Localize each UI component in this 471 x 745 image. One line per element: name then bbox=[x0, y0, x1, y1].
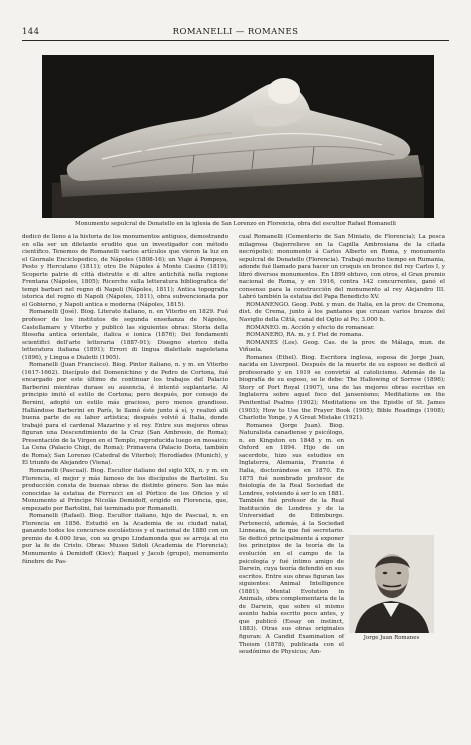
sepulchral-monument-photo bbox=[42, 55, 434, 218]
entry-romanero: ROMANERO, RA. m. y f. Fiel de romana. bbox=[246, 332, 364, 339]
monument-illustration bbox=[42, 55, 434, 218]
entry-romanengo: ROMANENGO. Geog. Pobl. y mun. de Italia, en la prov. de Cremona, dist. de Crema, junto á los pantanos que cruzan varios brazos del Naviglio della Città, canal del Oglio al Po; 3.000 h. bbox=[239, 301, 445, 324]
left-text-column bbox=[22, 234, 228, 742]
portrait-caption: Jorge Juan Romanes bbox=[363, 635, 420, 641]
entry-romanes-ethel: Romanes (Ethel). Biog. Escritora inglesa, esposa de Jorge Juan, nacida en Liverpool. Después de la muerte de su esposo se dedicó al profesorado y en 1919 se convirtió al catolicismo. Además de la biografía de su esposo, se le debe: The Hallowing of Sorrow (1896); Story of Port Royal (1907), una de las mejores obras escritas en Inglaterra sobre aquel foco del jansenismo; Meditations on the Penitential Psalms (1902); Meditations on the Epistle of St. James (1903); How to Use the Prayer Book (1905); Bible Readings (1908); Charlotte Yonge, y A Great Mistake (1921). bbox=[239, 354, 445, 422]
entry-romanelli-pascual: Romanelli (Pascual). Biog. Escultor italiano del siglo XIX, n. y m. en Florencia, el mejor y más famoso de los discípulos de Bartolini. Su producción consta de buenas obras de distinto género. Son las más conocidas la estatua de Ferrucci en el Pórtico de los Oficios y el Monumento al Príncipe Nicolás Demidoff, erigido en Florencia, que, empezado por Bartolini, fué terminado por Romanelli. bbox=[22, 467, 228, 512]
figure-caption: Monumento sepulcral de Donatello en la iglesia de San Lorenzo en Florencia, obra del escultor Rafael Romanelli bbox=[75, 221, 396, 227]
header-rule bbox=[22, 40, 449, 41]
entry-romanelli-jose: Romanelli (José). Biog. Literato italiano, n. en Viterbo en 1829. Fué profesor de los institutos de segunda enseñanza de Nápoles, Castellamare y Viterbo y publicó las siguientes obras: Storia della filosofia antica orientale, italica e ionica (1876); Dei fondamenti scientifici dell'arte letteraria (1887-91); Disegno storico della letteratura italiana (1891); Errori di lingua dialettale napoletana (1896), y Lingua e Dialetti (1905). bbox=[22, 309, 228, 361]
entry-romanelli-rafael-continued: cual Romanelli (Cementerio de San Miniato, de Florencia); La pesca milagrosa (bajorrelieve en la Capilla Ambrosiana de la citada necrópolis); monumento á Carlos Alberto en Roma, y monumento sepulcral de Donatello (Florencia). Trabajó mucho tiempo en Rumania, adonde fué llamado para hacer un croquis en bronce del rey Carlos I, y libró diversos monumentos. En 1899 obtuvo, con otros, el Gran premio nacional de Roma, y en 1916, contra 142 concurrentes, ganó el consenso para la construcción del monumento al rey Alejandro III. Labró también la estatua del Papa Benedicto XV. bbox=[239, 234, 445, 301]
right-text-column bbox=[239, 234, 445, 742]
page-number: 144 bbox=[22, 27, 40, 37]
entry-romanelli-rafael: Romanelli (Rafael). Biog. Escultor italiano, hijo de Pascual, n. en Florencia en 1856. Estudió en la Academia de su ciudad natal, ganando todos los concursos escolásticos y el nacional de 1880 con un premio de 4.000 liras, con su grupo Lindamonda que se arroja al rio por la fe de Cristo. Obras: Museo Sidoli (Academia de Florencia); Monumento á Demidoff (Kiev); Raquel y Jacob (grupo), monumento fúnebre de Pas- bbox=[22, 513, 228, 565]
entry-romanelli-juan-francisco: Romanelli (Juan Francisco). Biog. Pintor italiano, n. y m. en Viterbo (1617-1662). Discípulo del Domenichino y de Pedro de Cortona, fué encargado por este último de continuar los trabajos del Palacio Barberini mientras durase su ausencia, é intentó suplantarle. Al principio imitó el estilo de Cortona; pero después, por consejo de Bernini, adoptó un estilo más gracioso, pero menos grandioso. Hallándose Barberini en París, le llamó éste junto á sí, y realizó allí buena parte de su labor artística; después volvió á Italia, donde trabajó para el cardenal Mazarino y el rey. Entre sus mejores obras figuran una Descendimiento de la Cruz (San Ambrosio, de Roma); Presentación de la Virgen en el Templo, reproducida luego en mosaico; La Cena (Palacio Chigi, de Roma); Primavera (Palacio Doria, también de Roma); San Lorenzo (Catedral de Viterbo); Herodíades (Munich), y El triunfo de Alejandro (Viena). bbox=[22, 362, 228, 467]
entry-romaneo: ROMANEO. m. Acción y efecto de romanear. bbox=[246, 324, 375, 331]
page-header bbox=[22, 27, 449, 39]
portrait-photo bbox=[349, 535, 434, 633]
entry-romanes-los: ROMANES (Los). Geog. Cas. de la prov. de Málaga, mun. de Viñuela. bbox=[239, 339, 445, 354]
portrait-illustration bbox=[349, 535, 434, 633]
entry-romanelli-continued: dedicó de lleno á la historia de los monumentos antiguos, demostrando en ella ser un diletante erudito que un investigador con método científico. Tenemos de Romanelli varios artículos que vieron la luz en el Giornale Enciclopedico, de Nápoles (1808-16); un Viaje á Pompeya, Pesto y Herculano (1811); otro De Nápoles á Monte Casino (1819); Scoperte patrie di città distrutte e di altre antichità nella regione Frentana (Nápoles, 1805); Ricerche sulla letteratura bibliografica de' tempi barbari nel regno di Napoli (Nápoles, 1811); Antica topografia istorica del regno di Napoli (Nápoles, 1811), obra subvencionada por el Gobierno, y Napoli antica e moderna (Nápoles, 1815). bbox=[22, 234, 228, 308]
running-title: ROMANELLI — ROMANES bbox=[172, 27, 299, 37]
entry-romanes-jorge-juan: Romanes (Jorge Juan). Biog. Naturalista canadiense y psicólogo, n. en Kingston en 1848 y m. en Oxford en 1894. Hijo de un sacerdote, hizo sus estudios en Inglaterra, Alemania, Francia é Italia, doctorándose en 1870. En 1875 fué nombrado profesor de fisiología de la Real Sociedad de Londres, volviendo á ser lo en 1881. También fué profesor de la Real Institución de Londres y de la Universidad de Edimburgo. Perteneció, además, á la Sociedad Linneana, de la que fué secretario. Se dedicó principalmente á exponer los principios de la teoría de la evolución en el campo de la psicología y fué íntimo amigo de Darwin, cuya teoría defendió en sus escritos. Entre sus obras figuran las siguientes: Animal Intelligence (1881); Mental Evolution in Animals, obra complementaria de la de Darwin, que sobre el mismo asunto había escrito poco antes, y que publicó (Essay on instinct, 1883). Otras sus obras originales figuran: A Candid Examination of Theism (1878), publicada con el seudónimo de Physicus; Am- bbox=[239, 422, 344, 656]
